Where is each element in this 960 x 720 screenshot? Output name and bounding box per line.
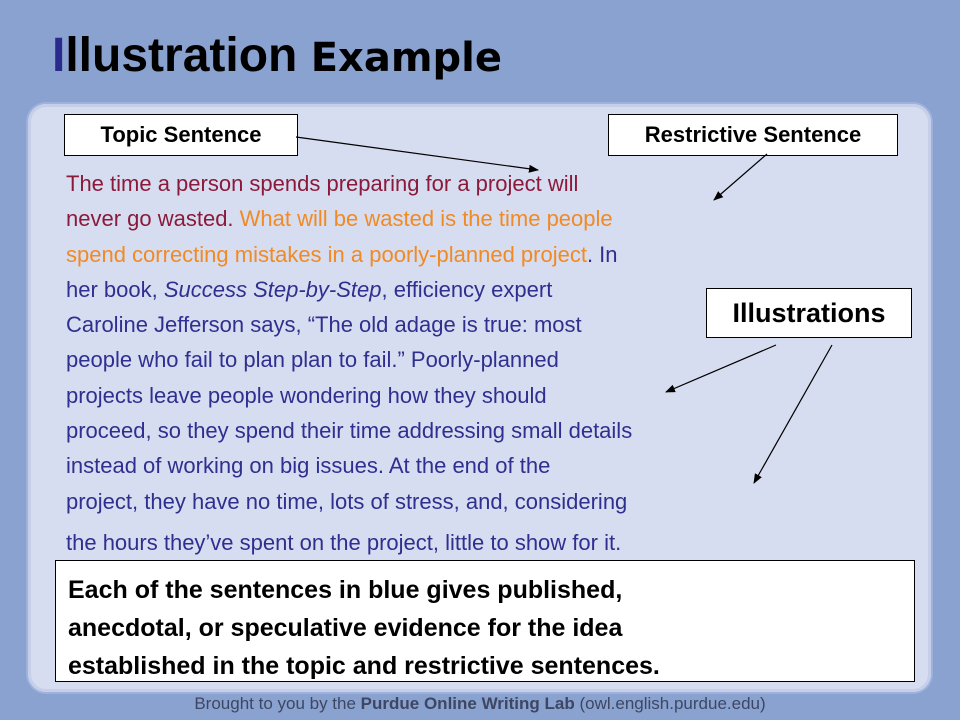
illustrations-arrow-2 <box>754 345 832 483</box>
paragraph-text: her book, <box>66 276 164 302</box>
paragraph-line: people who fail to plan plan to fail.” Poorly-planned <box>66 347 559 373</box>
footer-url: (owl.english.purdue.edu) <box>574 694 766 713</box>
topic-arrow <box>296 137 538 170</box>
illustration-start: . In <box>586 241 618 267</box>
paragraph-line: instead of working on big issues. At the end of the <box>66 453 551 479</box>
title-second-word: Example <box>310 35 502 81</box>
footer-owl-name: Purdue Online Writing Lab <box>360 694 575 713</box>
paragraph-text: , efficiency expert <box>381 276 553 302</box>
title-first-letter: I <box>52 29 66 82</box>
restrictive-sentence-start: What will be wasted is the time people <box>239 206 613 232</box>
paragraph-line: Caroline Jefferson says, “The old adage is true: most <box>66 312 582 338</box>
paragraph-line: projects leave people wondering how they should <box>66 382 547 408</box>
restrictive-sentence-end: spend correcting mistakes in a poorly-planned project <box>66 241 587 267</box>
illustrations-arrow-1 <box>666 345 776 392</box>
paragraph-line: The time a person spends preparing for a project will <box>66 171 579 196</box>
illustrations-label: Illustrations <box>706 288 912 338</box>
restrictive-sentence-label: Restrictive Sentence <box>608 114 898 156</box>
title-rest: llustration <box>65 29 298 82</box>
topic-sentence-end: never go wasted. <box>66 206 240 232</box>
paragraph-line: proceed, so they spend their time addressing small details <box>66 418 633 444</box>
summary-line: Each of the sentences in blue gives published, <box>68 576 623 604</box>
summary-line: anecdotal, or speculative evidence for the idea <box>68 614 623 642</box>
paragraph-line: the hours they’ve spent on the project, little to show for it. <box>66 529 622 555</box>
footer-prefix: Brought to you by the <box>194 694 361 713</box>
footer-credit <box>0 694 960 714</box>
book-title: Success Step-by-Step <box>163 276 382 302</box>
restrictive-arrow <box>714 154 767 200</box>
paragraph-line: project, they have no time, lots of stress, and, considering <box>66 488 628 514</box>
topic-sentence-label: Topic Sentence <box>64 114 298 156</box>
summary-line: established in the topic and restrictive sentences. <box>68 652 660 680</box>
